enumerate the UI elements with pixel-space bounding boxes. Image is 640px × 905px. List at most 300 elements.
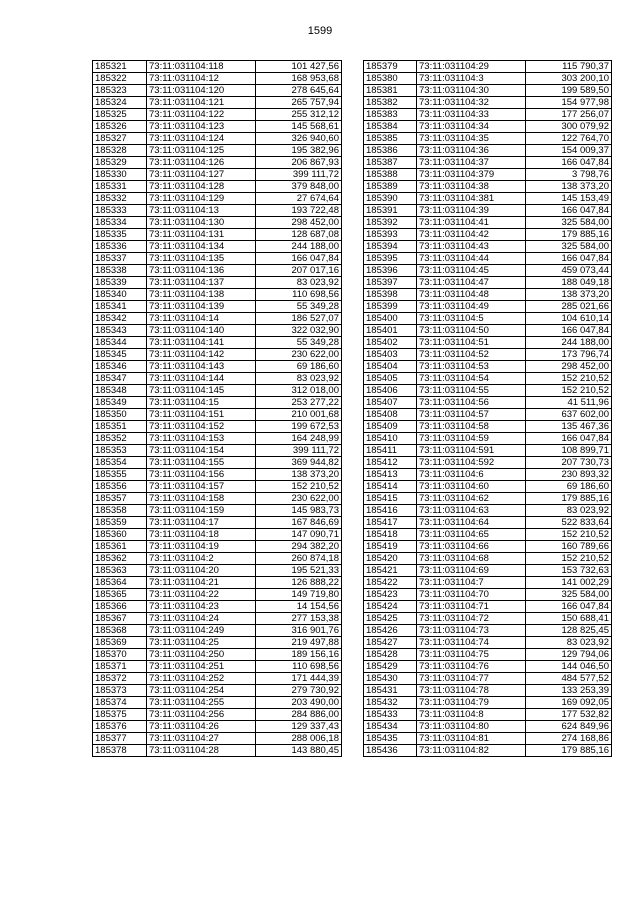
table-row — [364, 109, 612, 121]
table-row — [93, 397, 342, 409]
record-number-cell: 185400 — [364, 313, 417, 325]
cadastral-number-cell: 73:11:031104:129 — [147, 193, 256, 205]
cadastral-number-cell: 73:11:031104:379 — [417, 169, 526, 181]
value-cell: 300 079,92 — [526, 121, 612, 133]
cadastral-number-cell: 73:11:031104:249 — [147, 625, 256, 637]
table-row — [93, 205, 342, 217]
cadastral-number-cell: 73:11:031104:145 — [147, 385, 256, 397]
cadastral-number-cell: 73:11:031104:153 — [147, 433, 256, 445]
record-number-cell: 185376 — [93, 721, 147, 733]
cadastral-number-cell: 73:11:031104:64 — [417, 517, 526, 529]
record-number-cell: 185413 — [364, 469, 417, 481]
value-cell: 459 073,44 — [526, 265, 612, 277]
table-row — [364, 745, 612, 757]
record-number-cell: 185419 — [364, 541, 417, 553]
value-cell: 199 589,50 — [526, 85, 612, 97]
record-number-cell: 185324 — [93, 97, 147, 109]
value-cell: 166 047,84 — [526, 205, 612, 217]
cadastral-number-cell: 73:11:031104:7 — [417, 577, 526, 589]
record-number-cell: 185402 — [364, 337, 417, 349]
table-row — [364, 85, 612, 97]
table-row — [93, 385, 342, 397]
record-number-cell: 185369 — [93, 637, 147, 649]
value-cell: 133 253,39 — [526, 685, 612, 697]
cadastral-number-cell: 73:11:031104:74 — [417, 637, 526, 649]
value-cell: 144 046,50 — [526, 661, 612, 673]
cadastral-number-cell: 73:11:031104:28 — [147, 745, 256, 757]
record-number-cell: 185358 — [93, 505, 147, 517]
value-cell: 145 568,61 — [256, 121, 342, 133]
table-row — [364, 253, 612, 265]
cadastral-number-cell: 73:11:031104:58 — [417, 421, 526, 433]
table-row — [364, 661, 612, 673]
table-row — [93, 349, 342, 361]
value-cell: 173 796,74 — [526, 349, 612, 361]
value-cell: 206 867,93 — [256, 157, 342, 169]
table-row — [364, 481, 612, 493]
record-number-cell: 185352 — [93, 433, 147, 445]
value-cell: 484 577,52 — [526, 673, 612, 685]
table-row — [364, 313, 612, 325]
value-cell: 138 373,20 — [256, 469, 342, 481]
cadastral-number-cell: 73:11:031104:65 — [417, 529, 526, 541]
table-row — [364, 721, 612, 733]
record-number-cell: 185416 — [364, 505, 417, 517]
value-cell: 230 893,32 — [526, 469, 612, 481]
table-row — [364, 469, 612, 481]
table-row — [93, 613, 342, 625]
table-row — [93, 505, 342, 517]
table-row — [364, 541, 612, 553]
cadastral-number-cell: 73:11:031104:21 — [147, 577, 256, 589]
cadastral-number-cell: 73:11:031104:135 — [147, 253, 256, 265]
value-cell: 312 018,00 — [256, 385, 342, 397]
value-cell: 186 527,07 — [256, 313, 342, 325]
table-row — [364, 709, 612, 721]
cadastral-number-cell: 73:11:031104:155 — [147, 457, 256, 469]
record-number-cell: 185404 — [364, 361, 417, 373]
value-cell: 166 047,84 — [256, 253, 342, 265]
table-row — [93, 325, 342, 337]
table-row — [364, 589, 612, 601]
cadastral-number-cell: 73:11:031104:33 — [417, 109, 526, 121]
value-cell: 207 017,16 — [256, 265, 342, 277]
record-number-cell: 185363 — [93, 565, 147, 577]
value-cell: 303 200,10 — [526, 73, 612, 85]
cadastral-number-cell: 73:11:031104:140 — [147, 325, 256, 337]
record-number-cell: 185425 — [364, 613, 417, 625]
value-cell: 150 688,41 — [526, 613, 612, 625]
cadastral-number-cell: 73:11:031104:49 — [417, 301, 526, 313]
value-cell: 152 210,52 — [526, 373, 612, 385]
cadastral-number-cell: 73:11:031104:32 — [417, 97, 526, 109]
record-number-cell: 185397 — [364, 277, 417, 289]
value-cell: 177 532,82 — [526, 709, 612, 721]
value-cell: 203 490,00 — [256, 697, 342, 709]
value-cell: 55 349,28 — [256, 301, 342, 313]
value-cell: 152 210,52 — [526, 385, 612, 397]
table-row — [364, 697, 612, 709]
record-number-cell: 185342 — [93, 313, 147, 325]
table-row — [93, 73, 342, 85]
record-number-cell: 185355 — [93, 469, 147, 481]
record-number-cell: 185327 — [93, 133, 147, 145]
record-number-cell: 185360 — [93, 529, 147, 541]
value-cell: 160 789,66 — [526, 541, 612, 553]
value-cell: 260 874,18 — [256, 553, 342, 565]
value-cell: 284 886,00 — [256, 709, 342, 721]
cadastral-number-cell: 73:11:031104:152 — [147, 421, 256, 433]
value-cell: 288 006,18 — [256, 733, 342, 745]
record-number-cell: 185364 — [93, 577, 147, 589]
value-cell: 149 719,80 — [256, 589, 342, 601]
record-number-cell: 185429 — [364, 661, 417, 673]
record-number-cell: 185393 — [364, 229, 417, 241]
value-cell: 322 032,90 — [256, 325, 342, 337]
page-number: 1599 — [307, 25, 333, 37]
record-number-cell: 185388 — [364, 169, 417, 181]
table-row — [93, 445, 342, 457]
record-number-cell: 185409 — [364, 421, 417, 433]
table-row — [364, 613, 612, 625]
record-number-cell: 185394 — [364, 241, 417, 253]
record-number-cell: 185347 — [93, 373, 147, 385]
cadastral-number-cell: 73:11:031104:251 — [147, 661, 256, 673]
record-number-cell: 185423 — [364, 589, 417, 601]
value-cell: 177 256,07 — [526, 109, 612, 121]
record-number-cell: 185366 — [93, 601, 147, 613]
cadastral-number-cell: 73:11:031104:47 — [417, 277, 526, 289]
value-cell: 522 833,64 — [526, 517, 612, 529]
cadastral-number-cell: 73:11:031104:56 — [417, 397, 526, 409]
cadastral-number-cell: 73:11:031104:44 — [417, 253, 526, 265]
cadastral-number-cell: 73:11:031104:127 — [147, 169, 256, 181]
record-number-cell: 185337 — [93, 253, 147, 265]
table-row — [364, 301, 612, 313]
record-number-cell: 185328 — [93, 145, 147, 157]
record-number-cell: 185387 — [364, 157, 417, 169]
record-number-cell: 185428 — [364, 649, 417, 661]
record-number-cell: 185410 — [364, 433, 417, 445]
cadastral-number-cell: 73:11:031104:128 — [147, 181, 256, 193]
cadastral-number-cell: 73:11:031104:19 — [147, 541, 256, 553]
record-number-cell: 185435 — [364, 733, 417, 745]
cadastral-number-cell: 73:11:031104:17 — [147, 517, 256, 529]
record-number-cell: 185338 — [93, 265, 147, 277]
value-cell: 138 373,20 — [526, 289, 612, 301]
value-cell: 166 047,84 — [526, 253, 612, 265]
table-row — [93, 157, 342, 169]
cadastral-number-cell: 73:11:031104:45 — [417, 265, 526, 277]
table-row — [93, 97, 342, 109]
record-number-cell: 185383 — [364, 109, 417, 121]
value-cell: 101 427,56 — [256, 61, 342, 73]
table-row — [93, 469, 342, 481]
record-number-cell: 185384 — [364, 121, 417, 133]
record-number-cell: 185322 — [93, 73, 147, 85]
cadastral-number-cell: 73:11:031104:71 — [417, 601, 526, 613]
value-cell: 110 698,56 — [256, 289, 342, 301]
record-number-cell: 185386 — [364, 145, 417, 157]
record-number-cell: 185395 — [364, 253, 417, 265]
record-number-cell: 185431 — [364, 685, 417, 697]
cadastral-number-cell: 73:11:031104:124 — [147, 133, 256, 145]
table-row — [93, 481, 342, 493]
cadastral-number-cell: 73:11:031104:70 — [417, 589, 526, 601]
table-row — [93, 121, 342, 133]
value-cell: 279 730,92 — [256, 685, 342, 697]
table-row — [93, 181, 342, 193]
table-row — [364, 241, 612, 253]
cadastral-number-cell: 73:11:031104:592 — [417, 457, 526, 469]
table-row — [93, 421, 342, 433]
cadastral-number-cell: 73:11:031104:15 — [147, 397, 256, 409]
table-row — [93, 193, 342, 205]
record-number-cell: 185370 — [93, 649, 147, 661]
value-cell: 14 154,56 — [256, 601, 342, 613]
record-number-cell: 185378 — [93, 745, 147, 757]
table-row — [364, 433, 612, 445]
value-cell: 83 023,92 — [256, 277, 342, 289]
value-cell: 168 953,68 — [256, 73, 342, 85]
record-number-cell: 185359 — [93, 517, 147, 529]
table-row — [364, 601, 612, 613]
cadastral-number-cell: 73:11:031104:76 — [417, 661, 526, 673]
record-number-cell: 185433 — [364, 709, 417, 721]
record-number-cell: 185326 — [93, 121, 147, 133]
record-number-cell: 185321 — [93, 61, 147, 73]
cadastral-number-cell: 73:11:031104:118 — [147, 61, 256, 73]
cadastral-number-cell: 73:11:031104:48 — [417, 289, 526, 301]
table-row — [93, 529, 342, 541]
record-number-cell: 185434 — [364, 721, 417, 733]
record-number-cell: 185401 — [364, 325, 417, 337]
value-cell: 143 880,45 — [256, 745, 342, 757]
table-row — [93, 433, 342, 445]
record-number-cell: 185333 — [93, 205, 147, 217]
value-cell: 189 156,16 — [256, 649, 342, 661]
table-row — [93, 589, 342, 601]
record-number-cell: 185348 — [93, 385, 147, 397]
record-number-cell: 185398 — [364, 289, 417, 301]
cadastral-number-cell: 73:11:031104:50 — [417, 325, 526, 337]
cadastral-number-cell: 73:11:031104:77 — [417, 673, 526, 685]
record-number-cell: 185334 — [93, 217, 147, 229]
record-number-cell: 185422 — [364, 577, 417, 589]
value-cell: 179 885,16 — [526, 745, 612, 757]
table-row — [364, 577, 612, 589]
cadastral-number-cell: 73:11:031104:142 — [147, 349, 256, 361]
record-number-cell: 185332 — [93, 193, 147, 205]
value-cell: 141 002,29 — [526, 577, 612, 589]
record-number-cell: 185391 — [364, 205, 417, 217]
value-cell: 41 511,96 — [526, 397, 612, 409]
record-number-cell: 185344 — [93, 337, 147, 349]
record-number-cell: 185329 — [93, 157, 147, 169]
value-cell: 399 111,72 — [256, 445, 342, 457]
record-number-cell: 185407 — [364, 397, 417, 409]
table-row — [93, 289, 342, 301]
cadastral-number-cell: 73:11:031104:250 — [147, 649, 256, 661]
table-row — [93, 649, 342, 661]
cadastral-number-cell: 73:11:031104:34 — [417, 121, 526, 133]
table-row — [364, 289, 612, 301]
record-number-cell: 185432 — [364, 697, 417, 709]
record-number-cell: 185341 — [93, 301, 147, 313]
cadastral-number-cell: 73:11:031104:141 — [147, 337, 256, 349]
cadastral-number-cell: 73:11:031104:3 — [417, 73, 526, 85]
cadastral-number-cell: 73:11:031104:18 — [147, 529, 256, 541]
record-number-cell: 185368 — [93, 625, 147, 637]
table-row — [93, 637, 342, 649]
value-cell: 179 885,16 — [526, 493, 612, 505]
table-row — [364, 457, 612, 469]
value-cell: 326 940,60 — [256, 133, 342, 145]
table-row — [93, 661, 342, 673]
cadastral-number-cell: 73:11:031104:68 — [417, 553, 526, 565]
value-cell: 154 009,37 — [526, 145, 612, 157]
table-row — [364, 565, 612, 577]
table-row — [93, 109, 342, 121]
table-row — [364, 205, 612, 217]
value-cell: 230 622,00 — [256, 349, 342, 361]
record-number-cell: 185371 — [93, 661, 147, 673]
table-row — [93, 709, 342, 721]
cadastral-number-cell: 73:11:031104:59 — [417, 433, 526, 445]
record-number-cell: 185357 — [93, 493, 147, 505]
cadastral-number-cell: 73:11:031104:591 — [417, 445, 526, 457]
record-number-cell: 185336 — [93, 241, 147, 253]
cadastral-number-cell: 73:11:031104:144 — [147, 373, 256, 385]
record-number-cell: 185361 — [93, 541, 147, 553]
right-table — [363, 60, 612, 757]
record-number-cell: 185414 — [364, 481, 417, 493]
cadastral-number-cell: 73:11:031104:62 — [417, 493, 526, 505]
value-cell: 244 188,00 — [526, 337, 612, 349]
table-row — [364, 61, 612, 73]
cadastral-number-cell: 73:11:031104:38 — [417, 181, 526, 193]
cadastral-number-cell: 73:11:031104:154 — [147, 445, 256, 457]
value-cell: 154 977,98 — [526, 97, 612, 109]
cadastral-number-cell: 73:11:031104:254 — [147, 685, 256, 697]
cadastral-number-cell: 73:11:031104:13 — [147, 205, 256, 217]
value-cell: 624 849,96 — [526, 721, 612, 733]
record-number-cell: 185426 — [364, 625, 417, 637]
value-cell: 104 610,14 — [526, 313, 612, 325]
value-cell: 152 210,52 — [256, 481, 342, 493]
table-row — [364, 181, 612, 193]
table-row — [364, 733, 612, 745]
value-cell: 164 248,99 — [256, 433, 342, 445]
table-row — [93, 697, 342, 709]
table-row — [93, 673, 342, 685]
value-cell: 316 901,76 — [256, 625, 342, 637]
value-cell: 166 047,84 — [526, 157, 612, 169]
record-number-cell: 185424 — [364, 601, 417, 613]
value-cell: 166 047,84 — [526, 433, 612, 445]
table-row — [93, 277, 342, 289]
cadastral-number-cell: 73:11:031104:55 — [417, 385, 526, 397]
cadastral-number-cell: 73:11:031104:41 — [417, 217, 526, 229]
value-cell: 27 674,64 — [256, 193, 342, 205]
value-cell: 255 312,12 — [256, 109, 342, 121]
cadastral-number-cell: 73:11:031104:30 — [417, 85, 526, 97]
cadastral-number-cell: 73:11:031104:137 — [147, 277, 256, 289]
cadastral-number-cell: 73:11:031104:73 — [417, 625, 526, 637]
table-row — [364, 169, 612, 181]
value-cell: 294 382,20 — [256, 541, 342, 553]
value-cell: 637 602,00 — [526, 409, 612, 421]
record-number-cell: 185436 — [364, 745, 417, 757]
table-row — [364, 505, 612, 517]
table-row — [364, 649, 612, 661]
record-number-cell: 185365 — [93, 589, 147, 601]
cadastral-number-cell: 73:11:031104:82 — [417, 745, 526, 757]
record-number-cell: 185412 — [364, 457, 417, 469]
table-row — [93, 625, 342, 637]
cadastral-number-cell: 73:11:031104:35 — [417, 133, 526, 145]
record-number-cell: 185343 — [93, 325, 147, 337]
value-cell: 193 722,48 — [256, 205, 342, 217]
cadastral-number-cell: 73:11:031104:158 — [147, 493, 256, 505]
record-number-cell: 185339 — [93, 277, 147, 289]
record-number-cell: 185430 — [364, 673, 417, 685]
table-row — [93, 565, 342, 577]
value-cell: 145 983,73 — [256, 505, 342, 517]
table-row — [364, 529, 612, 541]
record-number-cell: 185335 — [93, 229, 147, 241]
value-cell: 298 452,00 — [256, 217, 342, 229]
record-number-cell: 185381 — [364, 85, 417, 97]
value-cell: 169 092,05 — [526, 697, 612, 709]
value-cell: 55 349,28 — [256, 337, 342, 349]
value-cell: 325 584,00 — [526, 241, 612, 253]
value-cell: 135 467,36 — [526, 421, 612, 433]
cadastral-number-cell: 73:11:031104:8 — [417, 709, 526, 721]
table-row — [364, 685, 612, 697]
value-cell: 244 188,00 — [256, 241, 342, 253]
cadastral-number-cell: 73:11:031104:252 — [147, 673, 256, 685]
value-cell: 199 672,53 — [256, 421, 342, 433]
value-cell: 179 885,16 — [526, 229, 612, 241]
cadastral-number-cell: 73:11:031104:131 — [147, 229, 256, 241]
value-cell: 195 382,96 — [256, 145, 342, 157]
value-cell: 69 186,60 — [256, 361, 342, 373]
record-number-cell: 185415 — [364, 493, 417, 505]
table-row — [93, 685, 342, 697]
record-number-cell: 185375 — [93, 709, 147, 721]
value-cell: 167 846,69 — [256, 517, 342, 529]
cadastral-number-cell: 73:11:031104:136 — [147, 265, 256, 277]
record-number-cell: 185405 — [364, 373, 417, 385]
value-cell: 129 337,43 — [256, 721, 342, 733]
table-row — [364, 265, 612, 277]
cadastral-number-cell: 73:11:031104:43 — [417, 241, 526, 253]
table-row — [364, 673, 612, 685]
value-cell: 399 111,72 — [256, 169, 342, 181]
record-number-cell: 185325 — [93, 109, 147, 121]
table-row — [364, 133, 612, 145]
record-number-cell: 185367 — [93, 613, 147, 625]
cadastral-number-cell: 73:11:031104:36 — [417, 145, 526, 157]
record-number-cell: 185418 — [364, 529, 417, 541]
table-row — [364, 493, 612, 505]
table-row — [364, 445, 612, 457]
table-row — [93, 133, 342, 145]
table-row — [93, 493, 342, 505]
record-number-cell: 185417 — [364, 517, 417, 529]
value-cell: 265 757,94 — [256, 97, 342, 109]
